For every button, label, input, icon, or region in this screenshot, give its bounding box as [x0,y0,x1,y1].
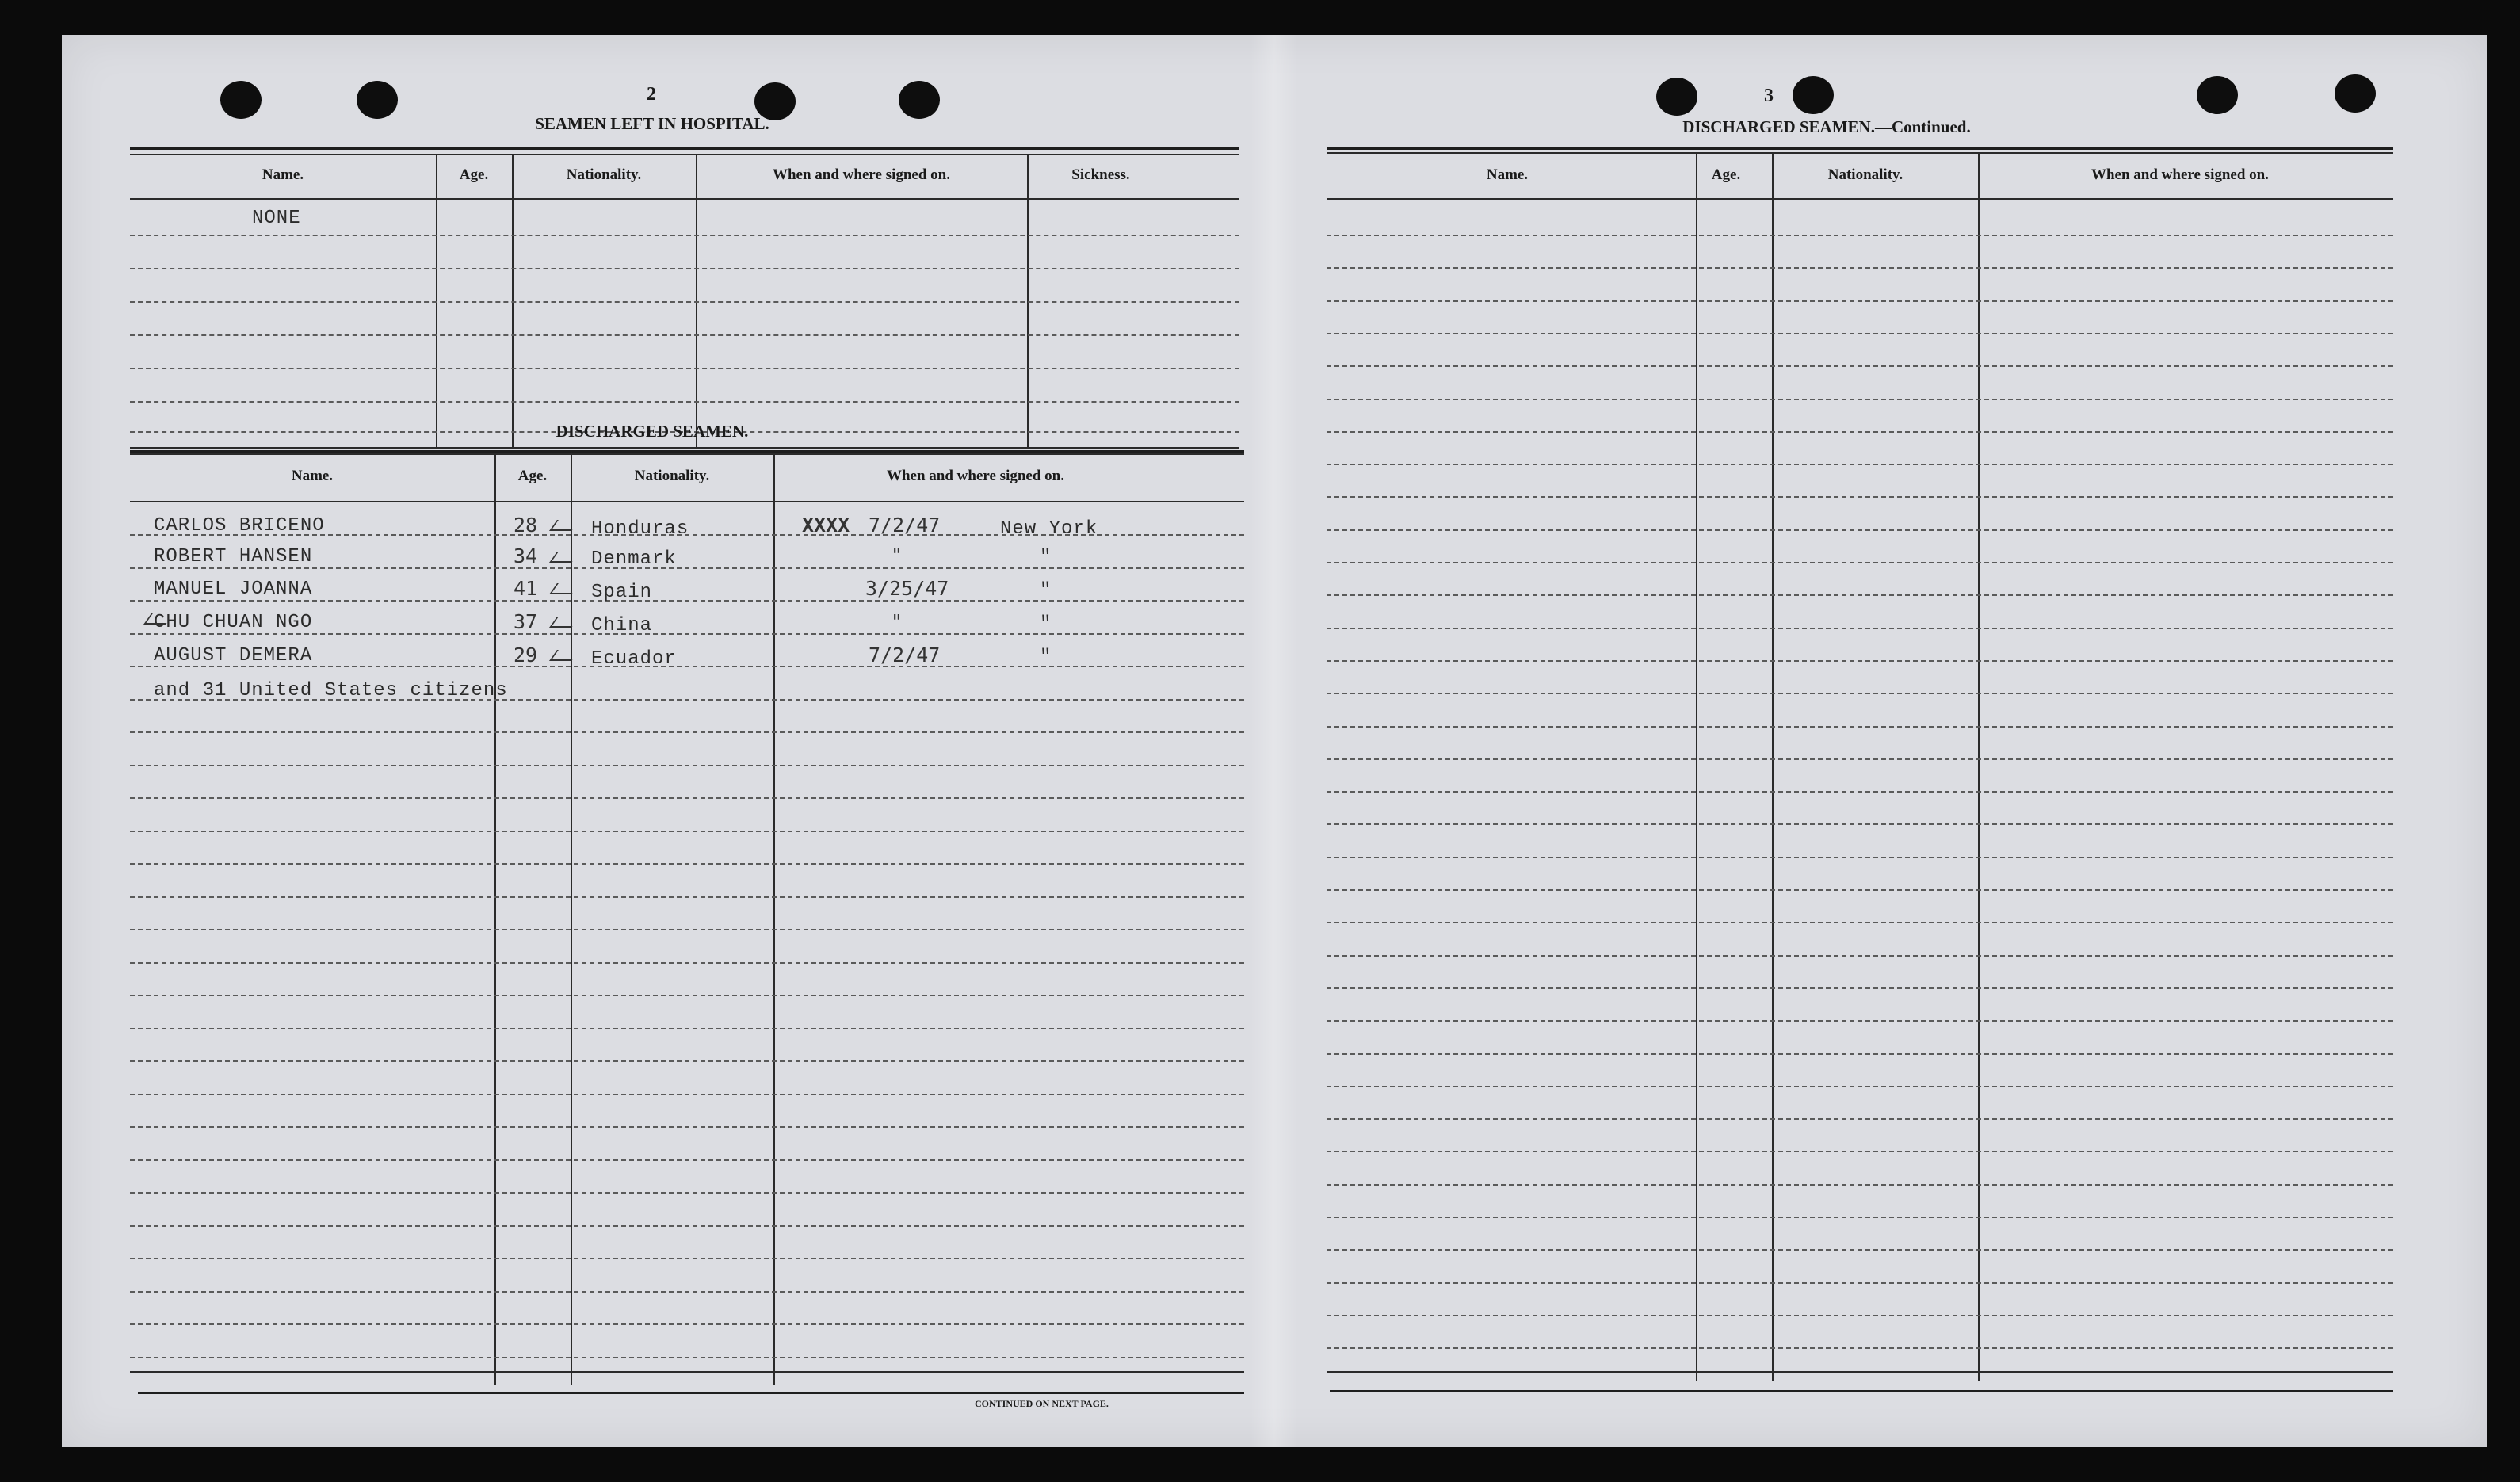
right-col-nationality: Nationality. [1827,166,1903,183]
ruled-line [1327,823,2393,825]
hospital-col-nationality: Nationality. [566,166,642,183]
column-rule [1027,154,1029,447]
right-page-number: 3 [1764,86,1774,106]
document-paper [62,35,2487,1447]
ruled-line [1327,922,2393,923]
ruled-line [1327,1282,2393,1284]
hospital-col-age: Age. [459,166,489,183]
right-section-title: DISCHARGED SEAMEN.—Continued. [1682,117,1971,136]
table-rule [130,501,1244,502]
signed-date: 7/2/47 [869,514,941,537]
discharged-nationality: Ecuador [591,648,677,670]
ruled-line [130,962,1244,964]
ruled-line [1327,562,2393,563]
table-rule [130,453,1244,455]
signed-place: " [1040,580,1052,602]
table-rule [1327,1371,2393,1373]
tick-mark [549,583,579,594]
column-rule [1696,152,1697,1381]
ruled-line [1327,1315,2393,1316]
ruled-line [130,1323,1244,1325]
ruled-line [130,1126,1244,1128]
table-rule [1327,198,2393,200]
ruled-line [1327,1086,2393,1087]
discharged-section-title: DISCHARGED SEAMEN. [556,422,749,441]
ruled-line [130,301,1239,303]
discharged-col-signed-on: When and where signed on. [886,468,1064,484]
ruled-line [130,797,1244,799]
discharged-note: and 31 United States citizens [154,680,508,701]
ruled-line [1327,594,2393,596]
ruled-line [130,831,1244,832]
ruled-line [1327,1053,2393,1055]
ruled-line [1327,1184,2393,1186]
ruled-line [130,995,1244,996]
table-rule [130,447,1239,449]
signed-place: " [1040,613,1052,635]
signed-place: " [1040,647,1052,668]
ruled-line [1327,399,2393,400]
ruled-line [1327,267,2393,269]
ruled-line [130,765,1244,766]
hospital-col-signed-on: When and where signed on. [772,166,950,183]
signed-date: 3/25/47 [865,577,949,600]
column-rule [1772,152,1774,1381]
hospital-col-name: Name. [262,166,304,183]
table-rule [130,198,1239,200]
ruled-line [1327,529,2393,531]
discharged-age: 28 [514,514,538,537]
ruled-line [130,600,1244,602]
right-col-signed-on: When and where signed on. [2090,166,2269,183]
ruled-line [1327,628,2393,629]
table-rule [130,154,1239,155]
column-rule [436,154,437,447]
ruled-line [1327,693,2393,694]
column-rule [512,154,514,447]
ruled-line [1327,300,2393,302]
hospital-section-title: SEAMEN LEFT IN HOSPITAL. [535,114,769,133]
signed-date: " [891,544,903,567]
ruled-line [1327,955,2393,957]
ruled-line [130,863,1244,865]
ruled-line [1327,987,2393,989]
left-page-number: 2 [647,84,656,105]
discharged-name: MANUEL JOANNA [154,579,313,600]
page-fold [1250,35,1298,1447]
ruled-line [1327,365,2393,367]
discharged-nationality: Denmark [591,548,677,570]
ruled-line [1327,235,2393,236]
continued-note: CONTINUED ON NEXT PAGE. [975,1398,1109,1409]
ruled-line [130,1225,1244,1227]
ruled-line [130,1028,1244,1029]
table-rule [130,1371,1244,1373]
ruled-line [130,1159,1244,1161]
ruled-line [130,368,1239,369]
ruled-line [130,1192,1244,1194]
punch-hole [1793,76,1834,114]
ruled-line [1327,333,2393,334]
punch-hole [899,81,940,119]
table-rule [1327,147,2393,150]
right-col-age: Age. [1711,166,1741,183]
table-rule [1330,1390,2393,1392]
discharged-name: CHU CHUAN NGO [154,612,313,633]
ruled-line [130,929,1244,930]
column-rule [773,455,775,1385]
ruled-line [130,268,1239,269]
discharged-col-nationality: Nationality. [634,468,710,484]
tick-mark [549,650,579,661]
strike-mark: XXXX [802,514,850,537]
ruled-line [1327,726,2393,728]
ruled-line [1327,758,2393,760]
signed-place: " [1040,547,1052,568]
ruled-line [1327,1217,2393,1218]
ruled-line [1327,1151,2393,1152]
ruled-line [1327,431,2393,433]
ruled-line [1327,1347,2393,1349]
signed-date: " [891,610,903,633]
ruled-line [130,1291,1244,1293]
ruled-line [1327,464,2393,465]
ruled-line [130,401,1239,403]
ruled-line [1327,1249,2393,1251]
discharged-age: 34 [514,544,538,567]
column-rule [696,154,697,447]
tick-mark [549,552,579,563]
ruled-line [1327,791,2393,793]
table-rule [1327,152,2393,154]
punch-hole [220,81,262,119]
ruled-line [1327,1118,2393,1120]
signed-place: New York [1000,518,1098,540]
ruled-line [130,1094,1244,1095]
ruled-line [130,1060,1244,1062]
discharged-nationality: Honduras [591,518,689,540]
ruled-line [130,1258,1244,1259]
ruled-line [130,731,1244,733]
discharged-age: 37 [514,610,538,633]
punch-hole [2335,74,2376,113]
ruled-line [1327,857,2393,858]
ruled-line [1327,889,2393,891]
discharged-col-age: Age. [517,468,548,484]
punch-hole [1656,78,1697,116]
discharged-nationality: China [591,615,653,636]
ruled-line [130,1357,1244,1358]
table-rule [130,147,1239,150]
ruled-line [130,235,1239,236]
punch-hole [2197,76,2238,114]
hospital-entry: NONE [252,208,301,229]
hospital-col-sickness: Sickness. [1071,166,1130,183]
column-rule [494,455,496,1385]
discharged-name: CARLOS BRICENO [154,515,325,537]
discharged-name: ROBERT HANSEN [154,546,313,567]
tick-mark [549,520,579,531]
punch-hole [357,81,398,119]
column-rule [1978,152,1980,1381]
right-col-name: Name. [1486,166,1529,183]
discharged-name: AUGUST DEMERA [154,645,313,667]
discharged-age: 29 [514,644,538,667]
ruled-line [1327,660,2393,662]
column-rule [571,455,572,1385]
discharged-col-name: Name. [291,468,334,484]
ruled-line [130,896,1244,898]
discharged-age: 41 [514,577,538,600]
tick-mark [549,617,579,628]
ruled-line [1327,1020,2393,1022]
discharged-nationality: Spain [591,582,653,603]
signed-date: 7/2/47 [869,644,941,667]
table-rule [138,1392,1244,1394]
ruled-line [130,334,1239,336]
ruled-line [1327,496,2393,498]
table-rule [130,450,1244,453]
